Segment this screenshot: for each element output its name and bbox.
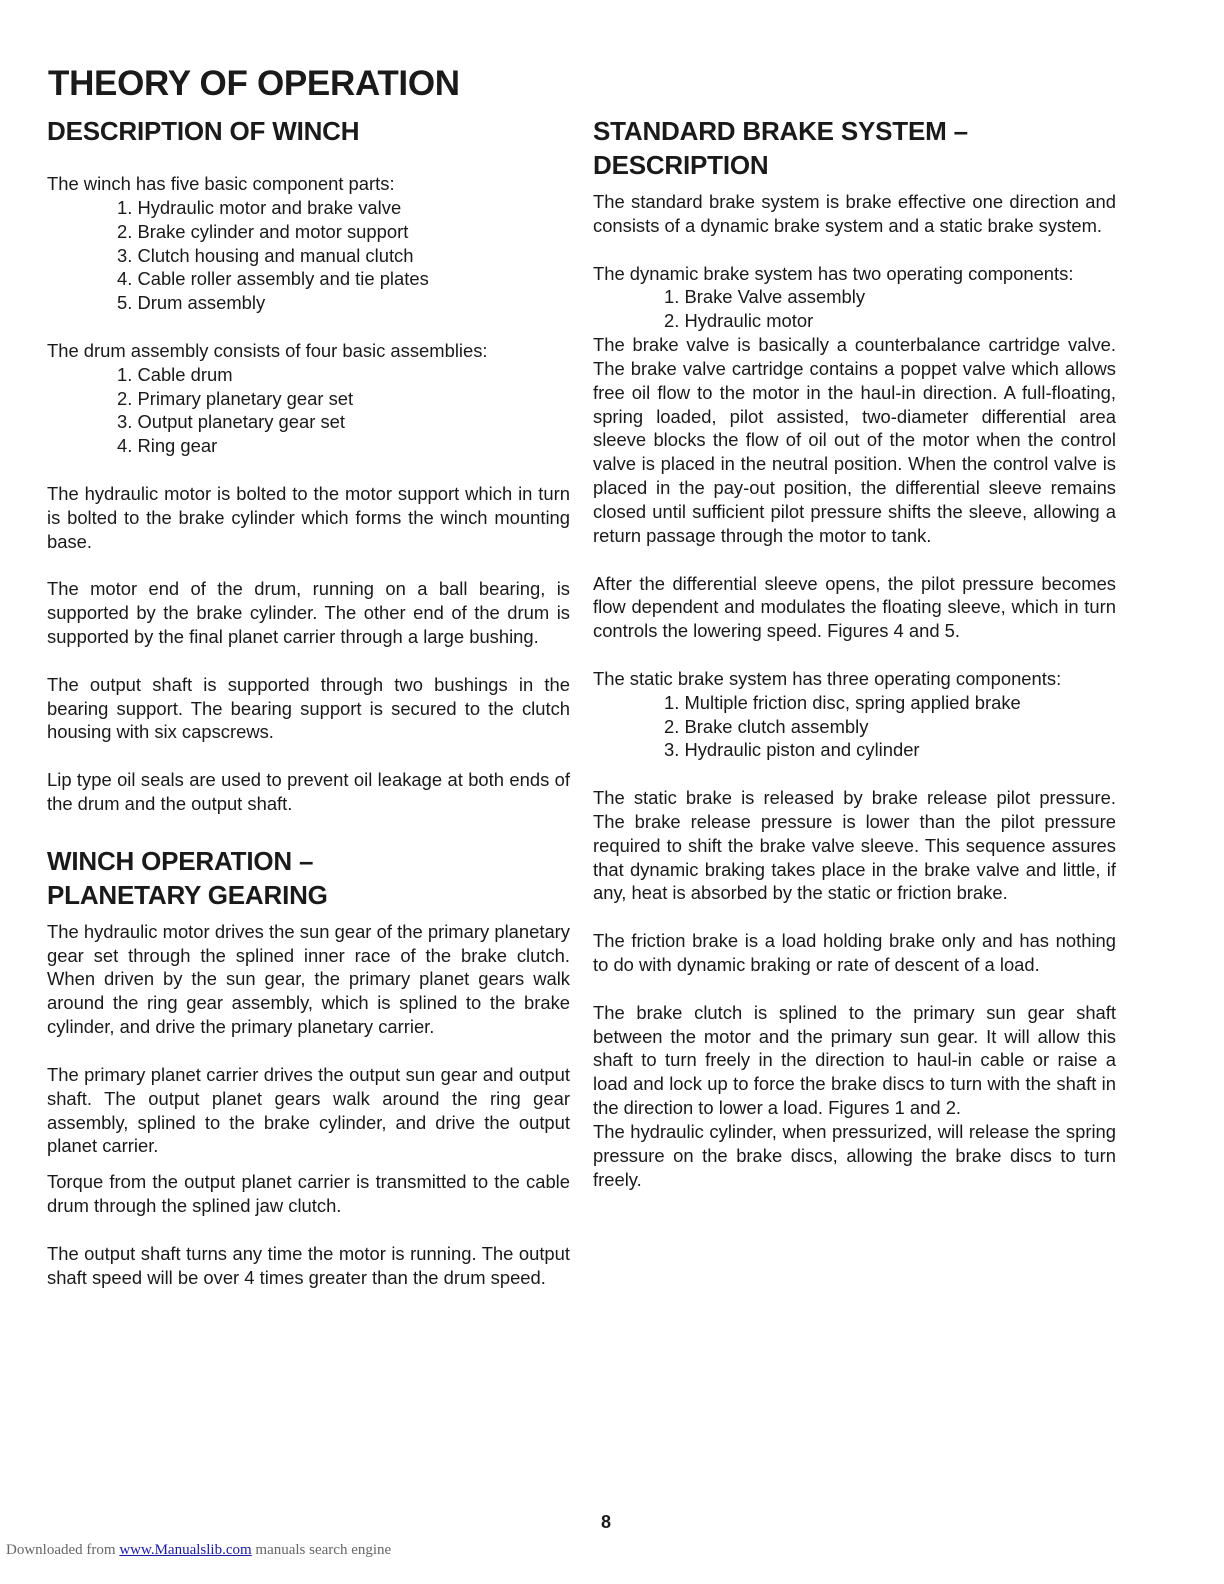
drum-assembly-list	[47, 363, 570, 458]
dynamic-brake-intro: The dynamic brake system has two operating components:	[593, 262, 1074, 284]
brake-clutch-paragraph: The brake clutch is splined to the primary sun gear shaft between the motor and the primary sun gear. It will allow this shaft to turn freely in the direction to haul-in cable or raise a load and lock up to force the brake discs to turn with the shaft in the direction to lower a load. Figures 1 and 2.	[593, 1001, 1116, 1119]
list-item: 2. Primary planetary gear set	[117, 387, 354, 409]
output-shaft-paragraph: The output shaft is supported through two bushings in the bearing support. The bearing support is secured to the clutch housing with six capscrews.	[47, 673, 570, 743]
heading-line: STANDARD BRAKE SYSTEM –	[593, 116, 968, 146]
download-footer	[6, 1542, 391, 1559]
motor-mounting-paragraph: The hydraulic motor is bolted to the motor support which in turn is bolted to the brake cylinder which forms the winch mounting base.	[47, 482, 570, 552]
manualslib-link[interactable]: www.Manualslib.com	[119, 1542, 252, 1558]
page-number: 8	[600, 1512, 611, 1532]
list-item: 4. Ring gear	[117, 435, 218, 457]
differential-sleeve-paragraph: After the differential sleeve opens, the pilot pressure becomes flow dependent and modulates the floating sleeve, which in turn controls the lowering speed. Figures 4 and 5.	[593, 572, 1116, 642]
list-item: 2. Hydraulic motor	[664, 310, 814, 332]
operation-paragraph-3: Torque from the output planet carrier is transmitted to the cable drum through the splined jaw clutch.	[47, 1171, 570, 1217]
list-item: 3. Output planetary gear set	[117, 411, 345, 433]
static-brake-paragraph: The static brake is released by brake release pilot pressure. The brake release pressure is lower than the pilot pressure required to shift the brake valve sleeve. This sequence assures that dynamic braking takes place in the brake valve and little, if any, heat is absorbed by the static or friction brake.	[593, 787, 1116, 904]
operation-paragraph-2: The primary planet carrier drives the output sun gear and output shaft. The output planet gears walk around the ring gear assembly, splined to the brake cylinder, and drive the output planet carrier.	[47, 1063, 570, 1157]
static-brake-list	[593, 691, 1116, 763]
list-item: 1. Multiple friction disc, spring applied brake	[664, 691, 1021, 713]
drum-support-paragraph: The motor end of the drum, running on a ball bearing, is supported by the brake cylinder. The other end of the drum is supported by the final planet carrier through a large bushing.	[47, 578, 570, 648]
standard-brake-system-heading	[593, 114, 1116, 182]
winch-operation-heading	[47, 844, 570, 912]
standard-brake-paragraph: The standard brake system is brake effective one direction and consists of a dynamic brake system and a static brake system.	[593, 191, 1116, 236]
brake-valve-paragraph: The brake valve is basically a counterbalance cartridge valve. The brake valve cartridge contains a poppet valve which allows free oil flow to the motor in the haul-in direction. A full-floating, spring loaded, pilot assisted, two-diameter differential area sleeve blocks the flow of oil out of the motor when the control valve is placed in the neutral position. When the control valve is placed in the pay-out position, the differential sleeve remains closed until sufficient pilot pressure shifts the sleeve, allowing a return passage through the motor to tank.	[593, 334, 1116, 546]
footer-suffix: manuals search engine	[255, 1542, 392, 1558]
list-item: 1. Hydraulic motor and brake valve	[117, 196, 402, 218]
heading-line: DESCRIPTION	[593, 150, 769, 180]
components-intro: The winch has five basic component parts:	[47, 173, 395, 194]
heading-line: WINCH OPERATION –	[47, 845, 314, 876]
list-item: 2. Brake clutch assembly	[664, 715, 869, 737]
list-item: 4. Cable roller assembly and tie plates	[117, 268, 429, 290]
hydraulic-cylinder-paragraph: The hydraulic cylinder, when pressurized, will release the spring pressure on the brake discs, allowing the brake discs to turn freely.	[593, 1120, 1116, 1190]
drum-assembly-intro: The drum assembly consists of four basic assemblies:	[47, 339, 488, 361]
footer-prefix: Downloaded from	[6, 1542, 116, 1558]
list-item: 5. Drum assembly	[117, 292, 266, 314]
right-column	[593, 114, 1116, 1191]
description-of-winch-heading: DESCRIPTION OF WINCH	[47, 116, 360, 146]
dynamic-brake-list	[593, 285, 1116, 333]
left-column	[47, 114, 570, 1289]
list-item: 1. Brake Valve assembly	[664, 286, 866, 308]
list-item: 1. Cable drum	[117, 363, 233, 385]
list-item: 2. Brake cylinder and motor support	[117, 220, 409, 242]
page-title: THEORY OF OPERATION	[48, 64, 460, 103]
heading-line: PLANETARY GEARING	[47, 879, 328, 910]
operation-paragraph-4: The output shaft turns any time the motor is running. The output shaft speed will be over 4 times greater than the drum speed.	[47, 1242, 570, 1288]
oil-seals-paragraph: Lip type oil seals are used to prevent oil leakage at both ends of the drum and the output shaft.	[47, 769, 570, 814]
list-item: 3. Clutch housing and manual clutch	[117, 244, 414, 266]
friction-brake-paragraph: The friction brake is a load holding brake only and has nothing to do with dynamic braking or rate of descent of a load.	[593, 930, 1116, 975]
list-item: 3. Hydraulic piston and cylinder	[664, 739, 920, 761]
static-brake-intro: The static brake system has three operating components:	[593, 667, 1062, 689]
component-parts-list	[47, 196, 570, 315]
operation-paragraph-1: The hydraulic motor drives the sun gear of the primary planetary gear set through the splined inner race of the brake clutch. When driven by the sun gear, the primary planet gears walk around the ring gear assembly, which is splined to the brake cylinder, and drive the primary planetary carrier.	[47, 920, 570, 1038]
